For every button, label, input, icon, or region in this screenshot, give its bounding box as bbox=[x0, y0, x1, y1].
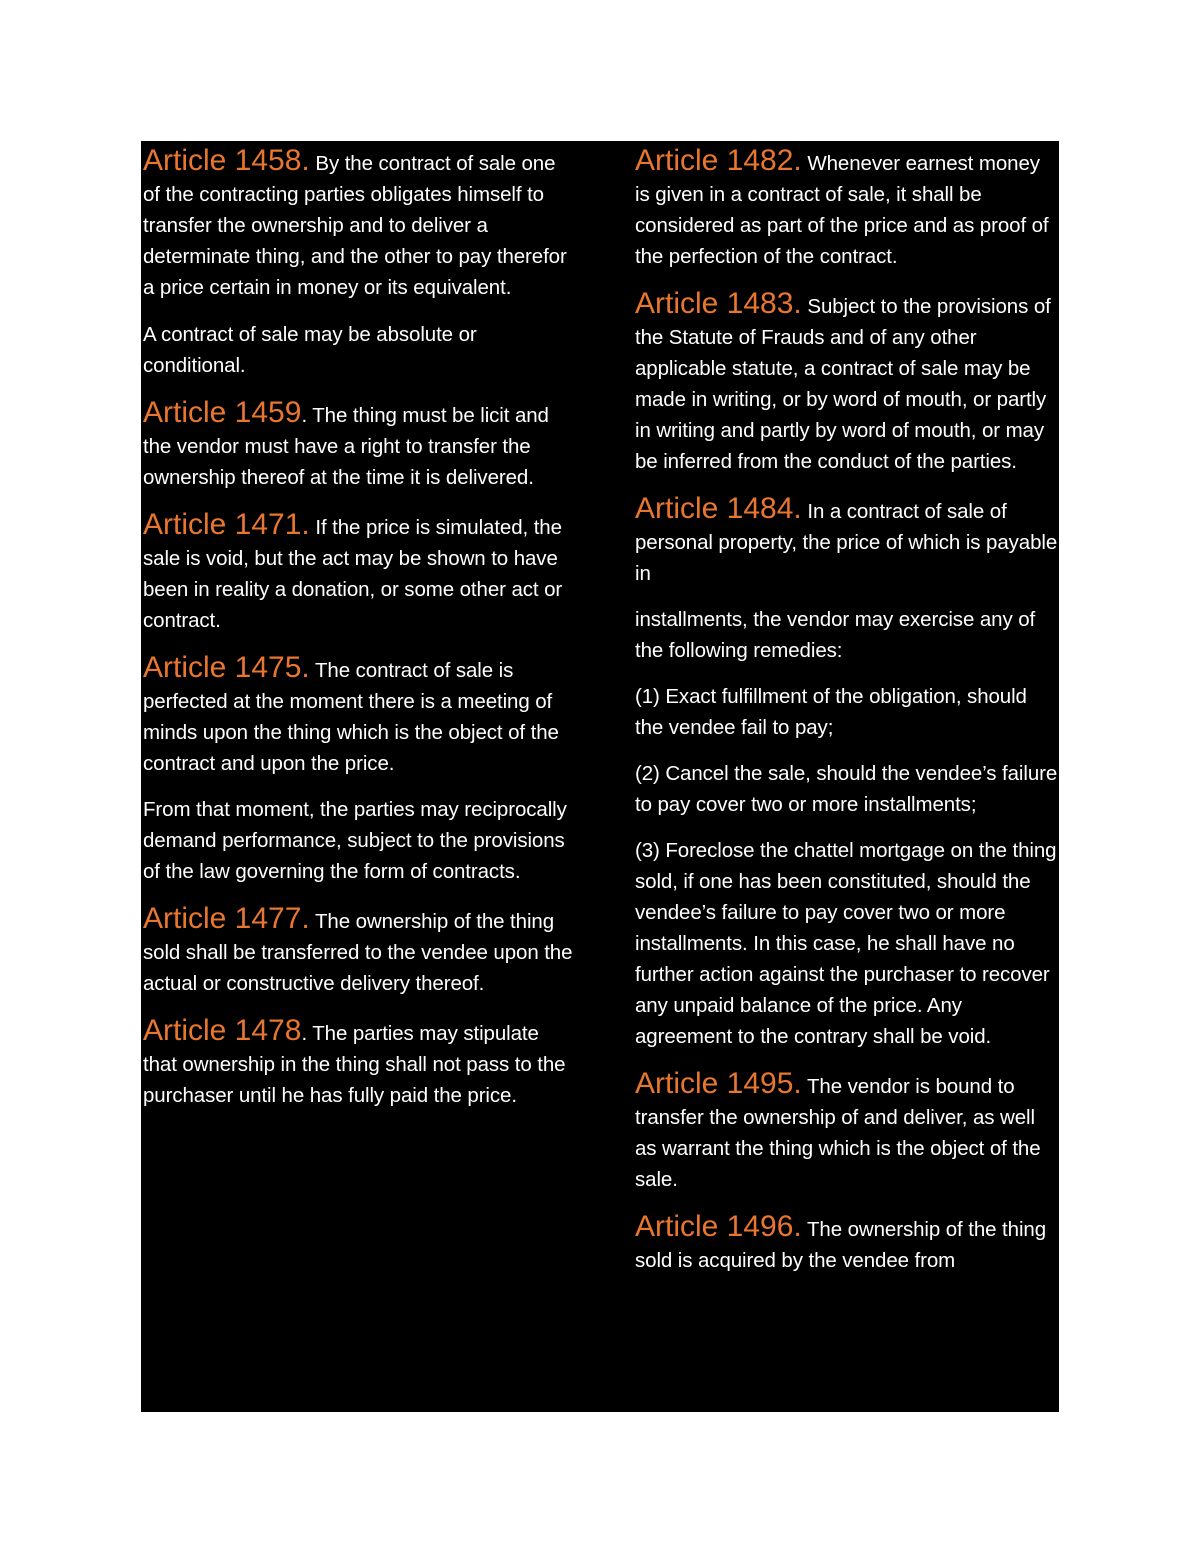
article-text: Whenever earnest money is given in a contract of sale, it shall be considered as part of the price and as proof of the perfection of the contract. bbox=[635, 152, 1049, 268]
right-column bbox=[635, 145, 1059, 1292]
article-heading: Article 1458. bbox=[143, 144, 310, 177]
article-heading: Article 1483. bbox=[635, 287, 802, 320]
paragraph-text: From that moment, the parties may reciprocally demand performance, subject to the provisions of the law governing the form of contracts. bbox=[143, 798, 567, 883]
article-1478 bbox=[143, 1015, 573, 1111]
article-text: By the contract of sale one of the contracting parties obligates himself to transfer the ownership and to deliver a determinate thing, and the other to pay therefor a price certain in money or its equivalent. bbox=[143, 152, 567, 299]
article-1458 bbox=[143, 145, 573, 303]
article-heading: Article 1496. bbox=[635, 1210, 802, 1243]
article-1477 bbox=[143, 903, 573, 999]
article-text: If the price is simulated, the sale is void, but the act may be shown to have been in reality a donation, or some other act or contract. bbox=[143, 516, 563, 632]
article-heading: Article 1495. bbox=[635, 1067, 802, 1100]
article-heading: Article 1478 bbox=[143, 1014, 302, 1047]
paragraph-absolute-conditional bbox=[143, 319, 573, 381]
article-heading: Article 1482. bbox=[635, 144, 802, 177]
paragraph-text: A contract of sale may be absolute or conditional. bbox=[143, 323, 477, 377]
article-1496 bbox=[635, 1211, 1059, 1276]
paragraph-text: (1) Exact fulfillment of the obligation, should the vendee fail to pay; bbox=[635, 685, 1027, 739]
document-panel bbox=[141, 141, 1059, 1412]
article-1482 bbox=[635, 145, 1059, 272]
article-text: The vendor is bound to transfer the ownership of and deliver, as well as warrant the thing which is the object of the sale. bbox=[635, 1075, 1041, 1191]
article-heading: Article 1471. bbox=[143, 508, 310, 541]
article-1495 bbox=[635, 1068, 1059, 1195]
article-heading: Article 1475. bbox=[143, 651, 310, 684]
article-text: The ownership of the thing sold shall be transferred to the vendee upon the actual or constructive delivery thereof. bbox=[143, 910, 573, 995]
article-text: The contract of sale is perfected at the moment there is a meeting of minds upon the thing which is the object of the contract and upon the price. bbox=[143, 659, 559, 775]
article-1483 bbox=[635, 288, 1059, 477]
article-text: . The parties may stipulate that ownership in the thing shall not pass to the purchaser until he has fully paid the price. bbox=[143, 1022, 566, 1107]
article-text: . The thing must be licit and the vendor must have a right to transfer the ownership thereof at the time it is delivered. bbox=[143, 404, 549, 489]
remedy-3 bbox=[635, 835, 1059, 1052]
paragraph-from-that-moment bbox=[143, 794, 573, 887]
article-text: Subject to the provisions of the Statute of Frauds and of any other applicable statute, a contract of sale may be made in writing, or by word of mouth, or partly in writing and partly by word of mouth, or may be inferred from the conduct of the parties. bbox=[635, 295, 1051, 473]
article-1484 bbox=[635, 493, 1059, 589]
article-text: In a contract of sale of personal property, the price of which is payable in bbox=[635, 500, 1058, 585]
article-1471 bbox=[143, 509, 573, 636]
article-heading: Article 1477. bbox=[143, 902, 310, 935]
paragraph-installments bbox=[635, 604, 1059, 666]
article-1459 bbox=[143, 397, 573, 493]
article-heading: Article 1459 bbox=[143, 396, 302, 429]
paragraph-text: installments, the vendor may exercise any of the following remedies: bbox=[635, 608, 1036, 662]
article-heading: Article 1484. bbox=[635, 492, 802, 525]
article-1475 bbox=[143, 652, 573, 779]
remedy-1 bbox=[635, 681, 1059, 743]
remedy-2 bbox=[635, 758, 1059, 820]
paragraph-text: (2) Cancel the sale, should the vendee’s failure to pay cover two or more installments; bbox=[635, 762, 1058, 816]
left-column bbox=[143, 145, 573, 1127]
article-text: The ownership of the thing sold is acquired by the vendee from bbox=[635, 1218, 1046, 1272]
paragraph-text: (3) Foreclose the chattel mortgage on the thing sold, if one has been constituted, should the vendee’s failure to pay cover two or more installments. In this case, he shall have no further action against the purchaser to recover any unpaid balance of the price. Any agreement to the contrary shall be void. bbox=[635, 839, 1057, 1048]
